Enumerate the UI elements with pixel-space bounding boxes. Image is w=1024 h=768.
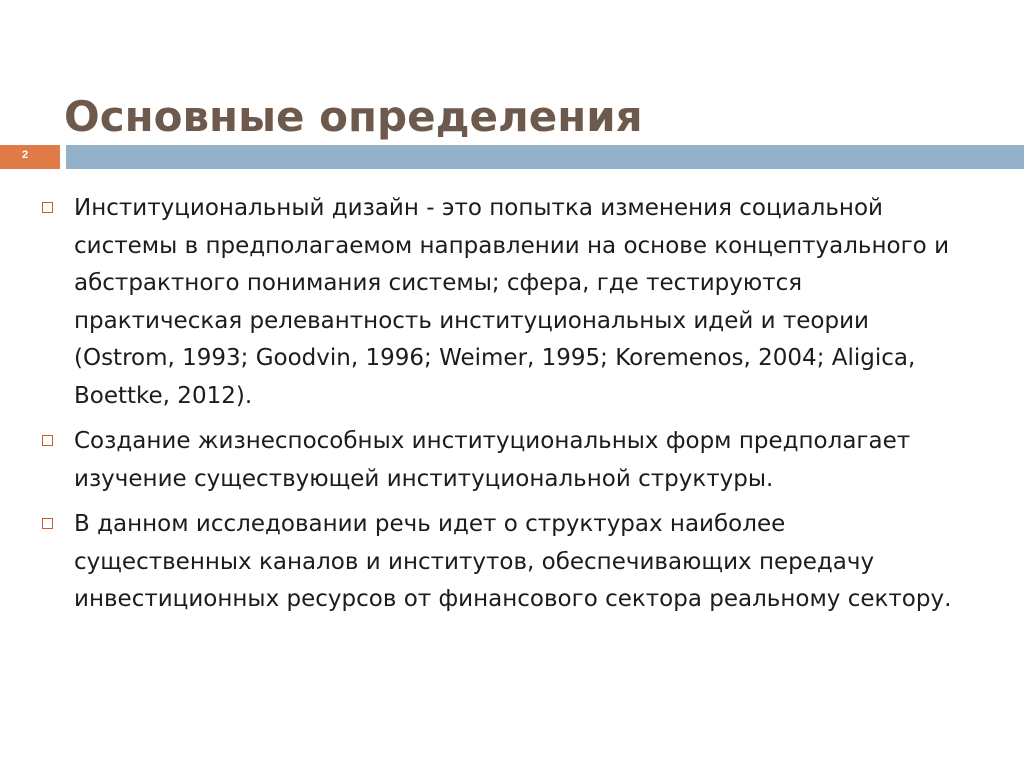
bullet-text: Создание жизнеспособных институциональных форм предполагает изучение существующей институциональной структуры. bbox=[74, 428, 911, 492]
square-bullet-icon bbox=[42, 518, 53, 529]
title-underline-bar bbox=[66, 145, 1024, 169]
bullet-text: Институциональный дизайн - это попытка изменения социальной системы в предполагаемом направлении на основе концептуального и абстрактного понимания системы; сфера, где тестируются практическая релевантность институциональных идей и теории (Ostrom, 1993; Goodvin, 1996; Weimer, 1995; Koremenos, 2004; Aligica, Boettke, 2012). bbox=[74, 195, 950, 409]
bullet-item bbox=[40, 190, 970, 415]
slide-title: Основные определения bbox=[64, 92, 643, 141]
bullet-item bbox=[40, 506, 970, 619]
square-bullet-icon bbox=[42, 435, 53, 446]
bullet-item bbox=[40, 423, 970, 498]
square-bullet-icon bbox=[42, 202, 53, 213]
slide-number-box bbox=[0, 145, 60, 169]
bullet-text: В данном исследовании речь идет о структурах наиболее существенных каналов и институтов, обеспечивающих передачу инвестиционных ресурсов от финансового сектора реальному сектору. bbox=[74, 511, 952, 612]
slide-number: 2 bbox=[22, 149, 29, 161]
bullet-list bbox=[40, 190, 970, 627]
